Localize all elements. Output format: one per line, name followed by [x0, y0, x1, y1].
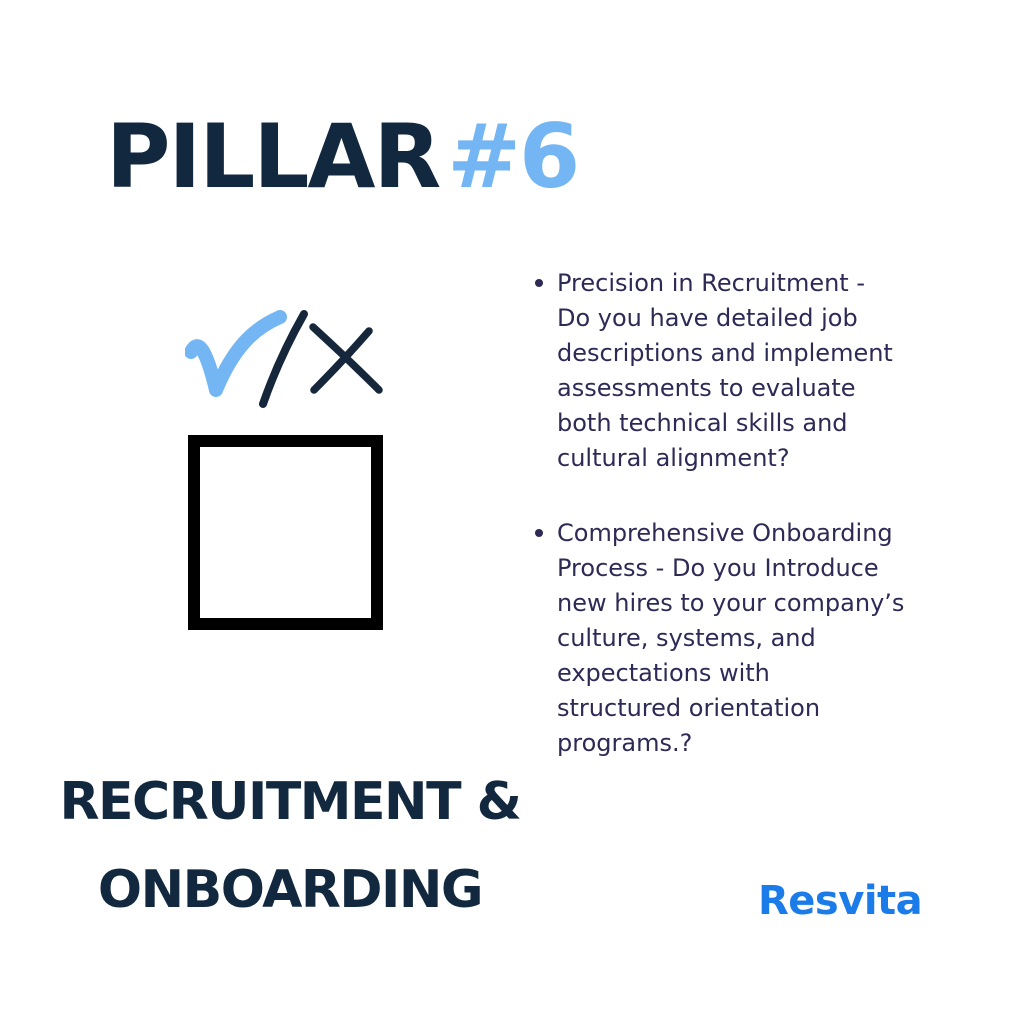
- cross-icon: [313, 327, 379, 390]
- bullet-text-line: programs.?: [557, 729, 693, 757]
- page-title: [106, 105, 579, 208]
- check-or-cross-illustration: [185, 300, 385, 635]
- title-number: #6: [447, 105, 579, 208]
- bullet-text-line: Do you have detailed job: [557, 304, 858, 332]
- bullet-text-line: expectations with: [557, 659, 770, 687]
- bullet-text-line: Process - Do you Introduce: [557, 554, 879, 582]
- bullet-text-line: structured orientation: [557, 694, 821, 722]
- bullet-text-line: culture, systems, and: [557, 624, 816, 652]
- bullet-text: [557, 266, 935, 476]
- bullet-dot-icon: [535, 529, 543, 537]
- bullet-list: [535, 266, 935, 761]
- checkmark-icon: [191, 317, 280, 390]
- bullet-text-line: Precision in Recruitment -: [557, 269, 865, 297]
- list-item: [535, 516, 935, 761]
- category-line-1: RECRUITMENT &: [59, 772, 521, 832]
- bullet-text-line: new hires to your company’s: [557, 589, 905, 617]
- bullet-text-line: both technical skills and: [557, 409, 848, 437]
- bullet-text: [557, 516, 935, 761]
- checkbox-icon: [194, 441, 377, 624]
- list-item: [535, 266, 935, 476]
- bullet-text-line: descriptions and implement: [557, 339, 893, 367]
- pillar-category-title: [50, 758, 530, 934]
- title-word: PILLAR: [106, 105, 440, 208]
- bullet-text-line: cultural alignment?: [557, 444, 790, 472]
- bullet-text-line: Comprehensive Onboarding: [557, 519, 893, 547]
- bullet-dot-icon: [535, 279, 543, 287]
- bullet-text-line: assessments to evaluate: [557, 374, 856, 402]
- brand-logo: Resvita: [758, 878, 923, 924]
- category-line-2: ONBOARDING: [97, 860, 483, 920]
